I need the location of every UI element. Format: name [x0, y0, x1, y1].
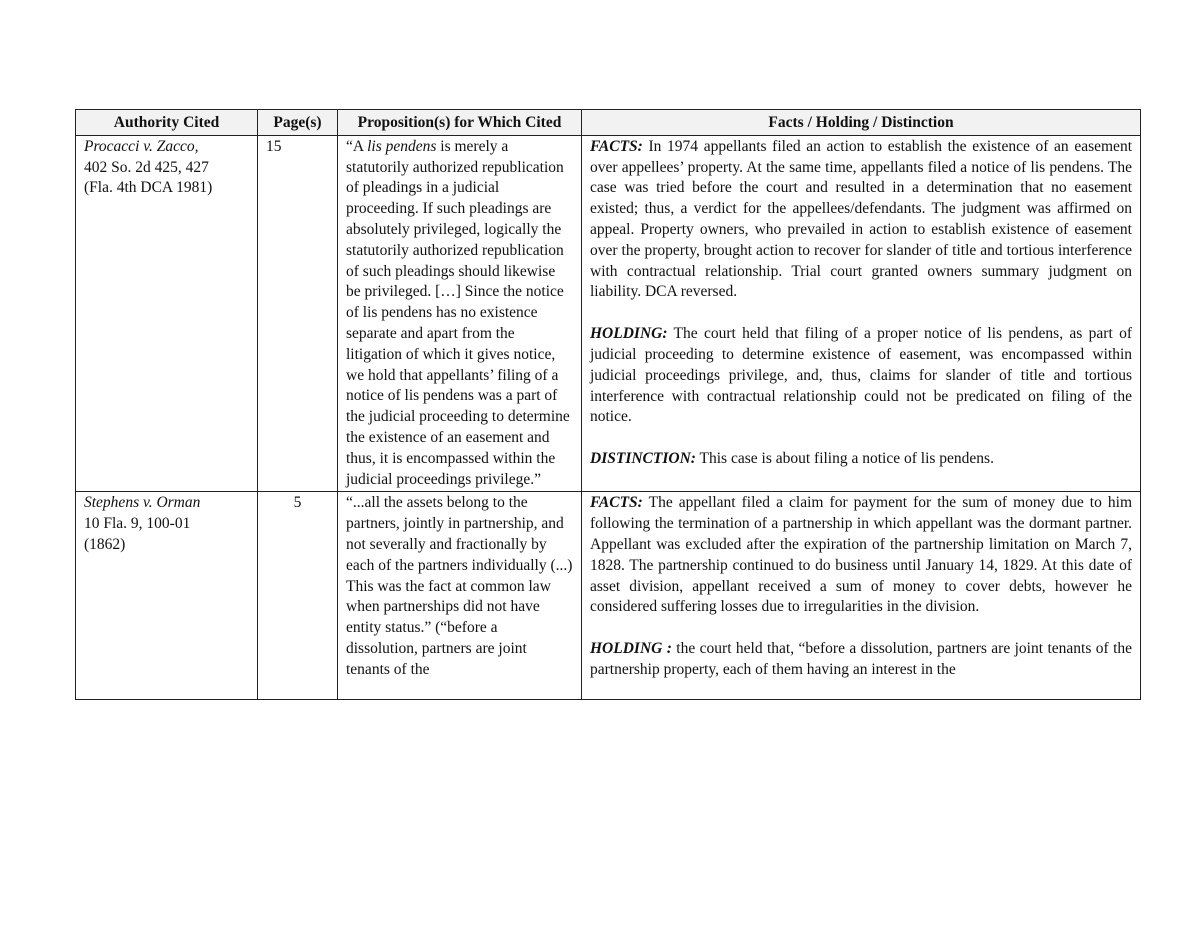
facts-cell — [582, 492, 1141, 700]
pages-cell: 15 — [258, 135, 338, 492]
pages-cell: 5 — [258, 492, 338, 700]
facts-text: In 1974 appellants filed an action to establish the existence of an easement over appellees’ property. At the same time, appellants filed a notice of lis pendens. The case was tried before the court and resulted in a determination that no easement existed; thus, a verdict for the appellees/defendants. The judgment was affirmed on appeal. Property owners, who prevailed in action to establish existence of easement over the property, brought action to recover for slander of title and tortious interference with contractual relationship. Trial court granted owners summary judgment on liability. DCA reversed. — [590, 137, 1132, 301]
holding-label: HOLDING : — [590, 640, 672, 658]
holding-label: HOLDING: — [590, 325, 668, 343]
facts-cell — [582, 135, 1141, 492]
distinction-label: DISTINCTION: — [590, 450, 696, 468]
proposition-cell — [338, 492, 582, 700]
citation-line: (Fla. 4th DCA 1981) — [84, 179, 213, 197]
facts-paragraph — [590, 493, 1132, 618]
header-facts-holding-distinction: Facts / Holding / Distinction — [582, 110, 1141, 136]
table-row — [76, 135, 1141, 492]
holding-paragraph — [590, 324, 1132, 428]
facts-label: FACTS: — [590, 494, 643, 512]
proposition-text: “...all the assets belong to the partners, jointly in partnership, and not severally and fractionally by each of the partners individually (...) This was the fact at common law when partnerships did not have entity status.” (“before a dissolution, partners are joint tenants of the — [346, 494, 573, 678]
header-authority-cited: Authority Cited — [76, 110, 258, 136]
authorities-table — [75, 109, 1141, 700]
proposition-cell — [338, 135, 582, 492]
proposition-text: is merely a statutorily authorized republication of pleadings in a judicial proceeding. If such pleadings are absolutely privileged, logically the statutorily authorized republication of such pleadings should likewise be privileged. […] Since the notice of lis pendens has no existence separate and apart from the litigation of which it gives notice, we hold that appellants’ filing of a notice of lis pendens was a part of the judicial proceeding to determine the existence of an easement and thus, it is encompassed within the judicial proceedings privilege.” — [346, 137, 570, 488]
authority-cell — [76, 135, 258, 492]
facts-paragraph — [590, 137, 1132, 303]
distinction-paragraph — [590, 449, 1132, 470]
citation-line: 10 Fla. 9, 100-01 — [84, 515, 191, 533]
distinction-text: This case is about filing a notice of lis pendens. — [695, 450, 994, 468]
citation-line: 402 So. 2d 425, 427 — [84, 158, 209, 176]
holding-paragraph — [590, 639, 1132, 681]
facts-label: FACTS: — [590, 137, 643, 155]
facts-text: The appellant filed a claim for payment for the sum of money due to him following the termination of a partnership in which appellant was the dormant partner. Appellant was excluded after the expiration of the partnership limitation on March 7, 1828. The partnership continued to do business until January 14, 1829. At this date of asset division, appellant received a sum of money to cover debts, however he considered suffering losses due to irregularities in the division. — [590, 494, 1132, 616]
holding-text: The court held that filing of a proper notice of lis pendens, as part of judicial proceeding to determine existence of easement, was encompassed within judicial proceedings privilege, and, thus, claims for slander of title and tortious interference with contractual relationship could not be predicated on filing of the notice. — [590, 325, 1132, 426]
header-pages: Page(s) — [258, 110, 338, 136]
authority-cell — [76, 492, 258, 700]
proposition-open-quote: “A — [346, 137, 368, 155]
case-name: Procacci v. Zacco, — [84, 137, 199, 155]
citation-line: (1862) — [84, 535, 126, 553]
facts-content — [590, 493, 1132, 680]
header-row — [76, 110, 1141, 136]
case-name: Stephens v. Orman — [84, 494, 201, 512]
proposition-italic-term: lis pendens — [367, 137, 437, 155]
table-row — [76, 492, 1141, 700]
holding-text: the court held that, “before a dissolution, partners are joint tenants of the partnership property, each of them having an interest in the — [590, 640, 1132, 678]
header-proposition: Proposition(s) for Which Cited — [338, 110, 582, 136]
